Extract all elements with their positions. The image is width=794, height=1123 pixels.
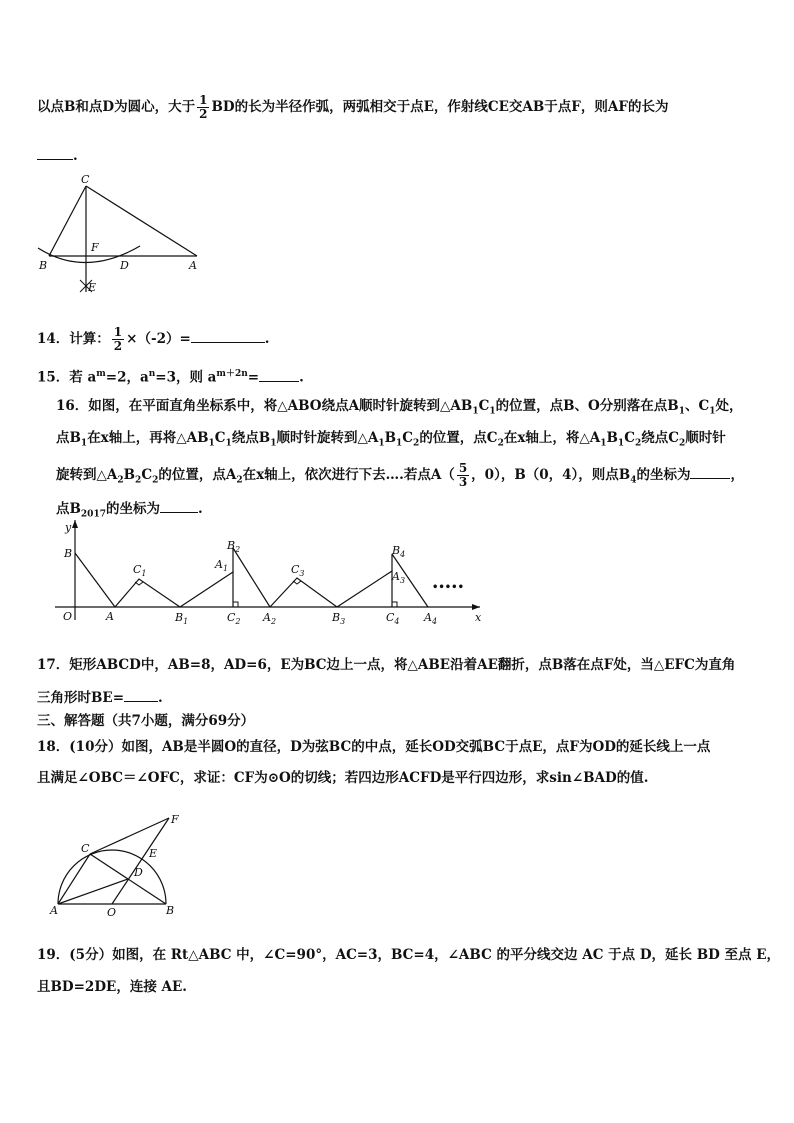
label-f: F	[171, 813, 179, 826]
q16-figure	[55, 520, 495, 630]
label-a: A	[189, 259, 197, 272]
fraction: $\frac{1}{2}$	[199, 93, 208, 121]
axis-x-label: x	[475, 611, 482, 624]
q19-line1: 19．(5分）如图，在 Rt△ABC 中，∠C=90°，AC=3，BC=4，∠ABC 的平分线交边 AC 于点 D，延长 BD 至点 E，	[37, 947, 781, 963]
q17-line1: 17．矩形ABCD中，AB=8，AD=6，E为BC边上一点，将△ABE沿着AE翻折，点B落在点F处，当△EFC为直角	[37, 657, 736, 673]
q14: 14．计算： $\frac{1}{2}$ ×（-2）= .	[37, 325, 270, 353]
answer-blank[interactable]	[160, 498, 198, 513]
continuation-dots: •••••	[432, 582, 464, 593]
label-b: B	[39, 259, 48, 272]
q19-line2: 且BD=2DE，连接 AE.	[37, 979, 187, 995]
label-c3: $C_3$	[291, 563, 305, 578]
label-b3: $B_3$	[332, 611, 346, 626]
label-o: O	[107, 906, 117, 919]
label-e: E	[88, 281, 97, 294]
fraction: $\frac{1}{2}$	[113, 325, 123, 353]
q16-line2: 点$B_1$在x轴上，再将$\triangle AB_1C_1$绕点$B_1$顺时针旋转到$\triangle A_1B_1C_2$的位置，点$C_2$在x轴上，将$\triangle A_1B_1C_2$绕点$C_2$顺时针	[56, 430, 726, 449]
q18-line2: 且满足∠OBC＝∠OFC，求证：CF为⊙O的切线；若四边形ACFD是平行四边形，求sin∠BAD的值.	[37, 770, 649, 786]
label-b: B	[166, 904, 175, 917]
section-heading: 三、解答题（共7小题，满分69分）	[37, 713, 255, 729]
axis-y-label: y	[65, 521, 72, 534]
label-a4: $A_4$	[424, 611, 438, 626]
label-c4: $C_4$	[386, 611, 400, 626]
q17-line2: 三角形时BE= .	[37, 687, 163, 708]
label-o: O	[63, 610, 73, 623]
label-c2: $C_2$	[227, 611, 241, 626]
label-a: A	[50, 904, 58, 917]
answer-blank[interactable]	[690, 464, 730, 479]
label-b1: $B_1$	[175, 611, 189, 626]
label-d: D	[120, 259, 129, 272]
q16-line3: 旋转到$\triangle A_2B_2C_2$的位置，点$A_2$在x轴上，依次进行下去….若点A（ $\frac{5}{3}$ ，0），B（0，4），则点$B_4$的坐标为 ，	[56, 461, 744, 489]
answer-blank[interactable]	[191, 328, 265, 343]
fraction: $\frac{5}{3}$	[458, 461, 468, 489]
label-a1: $A_1$	[215, 558, 229, 573]
label-a: A	[106, 610, 114, 623]
label-c1: $C_1$	[133, 563, 147, 578]
q16-line1: 16．如图，在平面直角坐标系中，将△ABO绕点A顺时针旋转到$\triangle AB_1C_1$的位置，点B、O分别落在点$B_1$、$C_1$处，	[56, 398, 743, 417]
answer-blank[interactable]	[37, 145, 73, 160]
label-a3: $A_3$	[392, 570, 406, 585]
q18-figure	[45, 810, 185, 920]
label-c: C	[81, 842, 90, 855]
label-c: C	[81, 173, 90, 186]
q13-figure	[30, 170, 210, 300]
q13-line1: 以点B和点D为圆心，大于 $\frac{1}{2}$ BD的长为半径作弧，两弧相交于点E，作射线CE交AB于点F，则AF的长为	[37, 93, 669, 121]
label-f: F	[91, 241, 99, 254]
label-a2: $A_2$	[263, 611, 277, 626]
q13-line2: .	[37, 145, 78, 166]
q16-line4: 点$B_{2017}$的坐标为 .	[56, 498, 203, 525]
label-b2: $B_2$	[227, 539, 241, 554]
label-b: B	[64, 547, 73, 560]
answer-blank[interactable]	[124, 687, 158, 702]
q18-line1: 18．(10分）如图，AB是半圆O的直径，D为弦BC的中点，延长OD交弧BC于点E，点F为OD的延长线上一点	[37, 739, 711, 755]
label-d: D	[134, 866, 143, 879]
label-e: E	[149, 847, 158, 860]
label-b4: $B_4$	[392, 544, 406, 559]
answer-blank[interactable]	[259, 367, 299, 382]
q15: 15．若 $a^m=2$，$a^n=3$，则 $a^{m+2n}=$ .	[37, 364, 304, 388]
